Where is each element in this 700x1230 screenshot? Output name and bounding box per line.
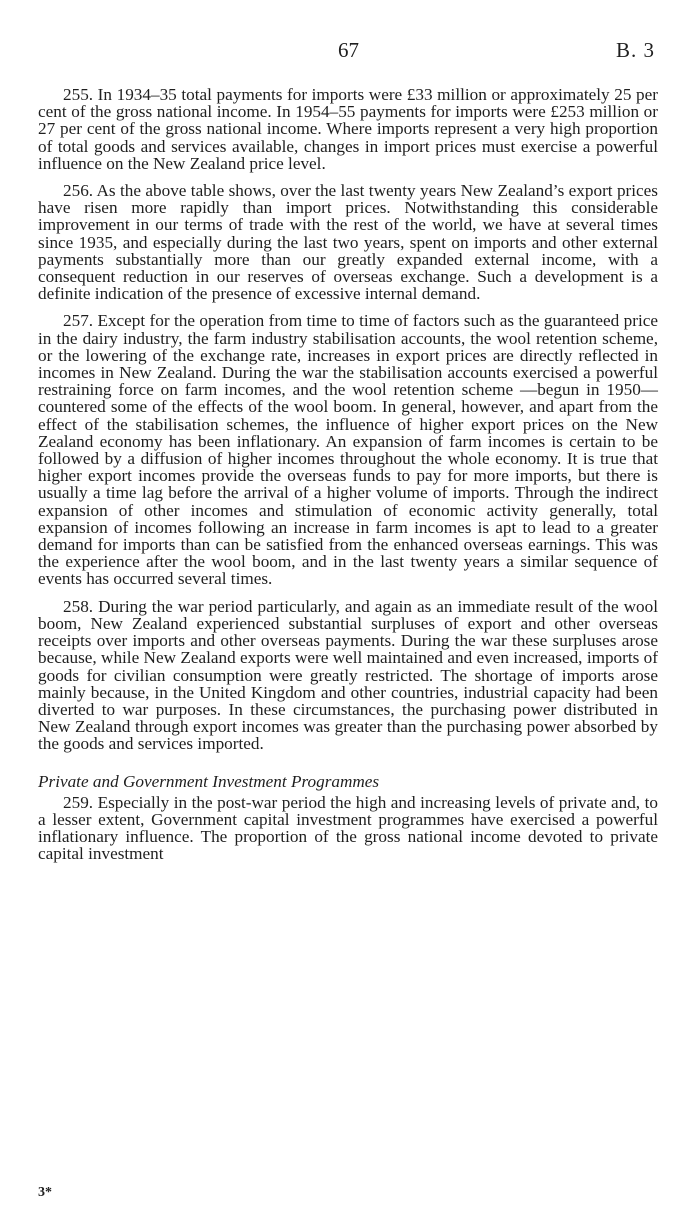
paragraph-257: 257. Except for the operation from time to time of factors such as the guaranteed price in the dairy industry, the farm industry stabilisation accounts, the wool retention scheme, or the lowering of the exchange rate, increases in export prices are directly reflected in incomes in New Zealand. During the war the stabilisation accounts exercised a powerful restraining force on farm incomes, and the wool retention scheme —begun in 1950—countered some of the effects of the wool boom. In general, however, and apart from the effect of the stabilisation schemes, the influence of higher export prices on the New Zealand economy has been inflationary. An expansion of farm incomes is certain to be followed by a diffusion of higher incomes throughout the whole economy. It is true that higher export incomes provide the overseas funds to pay for more imports, but there is usually a time lag before the arrival of a higher volume of imports. Through the indirect expansion of other incomes and stimulation of economic activity generally, total expansion of incomes following an increase in farm incomes is apt to lead to a greater demand for imports than can be satisfied from the enhanced overseas earnings. This was the experience after the wool boom, and in the last twenty years a similar sequence of events has occurred several times. (38, 311, 658, 589)
paragraph-259: 259. Especially in the post-war period the high and increasing levels of private and, to a lesser extent, Government capital investment programmes have exercised a powerful inflationary influence. The proportion of the gross national income devoted to private capital investment (38, 792, 658, 864)
section-heading: Private and Government Investment Programmes (38, 771, 380, 791)
body-text (38, 86, 658, 873)
paragraph-255: 255. In 1934–35 total payments for imports were £33 million or approximately 25 per cent of the gross national income. In 1954–55 payments for imports were £253 million or 27 per cent of the gross national income. Where imports represent a very high proportion of total goods and services available, changes in import prices must exercise a powerful influence on the New Zealand price level. (38, 85, 658, 173)
paragraph-258: 258. During the war period particularly, and again as an immediate result of the wool boom, New Zealand experienced substantial surpluses of export and other overseas receipts over imports and other overseas payments. During the war these surpluses arose because, while New Zealand exports were well maintained and even increased, imports of goods for civilian consumption were greatly restricted. The shortage of imports arose mainly because, in the United Kingdom and other countries, industrial capacity had been diverted to war purposes. In these circumstances, the purchasing power distributed in New Zealand through export incomes was greater than the purchasing power absorbed by the goods and services imported. (38, 596, 658, 754)
signature-mark: 3* (38, 1185, 52, 1200)
page-header (0, 38, 700, 68)
page-number: 67 (338, 38, 359, 62)
document-reference: B. 3 (616, 38, 656, 62)
paragraph-256: 256. As the above table shows, over the last twenty years New Zealand’s export prices have risen more rapidly than import prices. Notwithstanding this considerable improvement in our terms of trade with the rest of the world, we have at several times since 1935, and especially during the last two years, spent on imports and other external payments substantially more than our greatly expanded external income, with a consequent reduction in our reserves of overseas exchange. Such a development is a definite indication of the presence of excessive internal demand. (38, 181, 658, 304)
